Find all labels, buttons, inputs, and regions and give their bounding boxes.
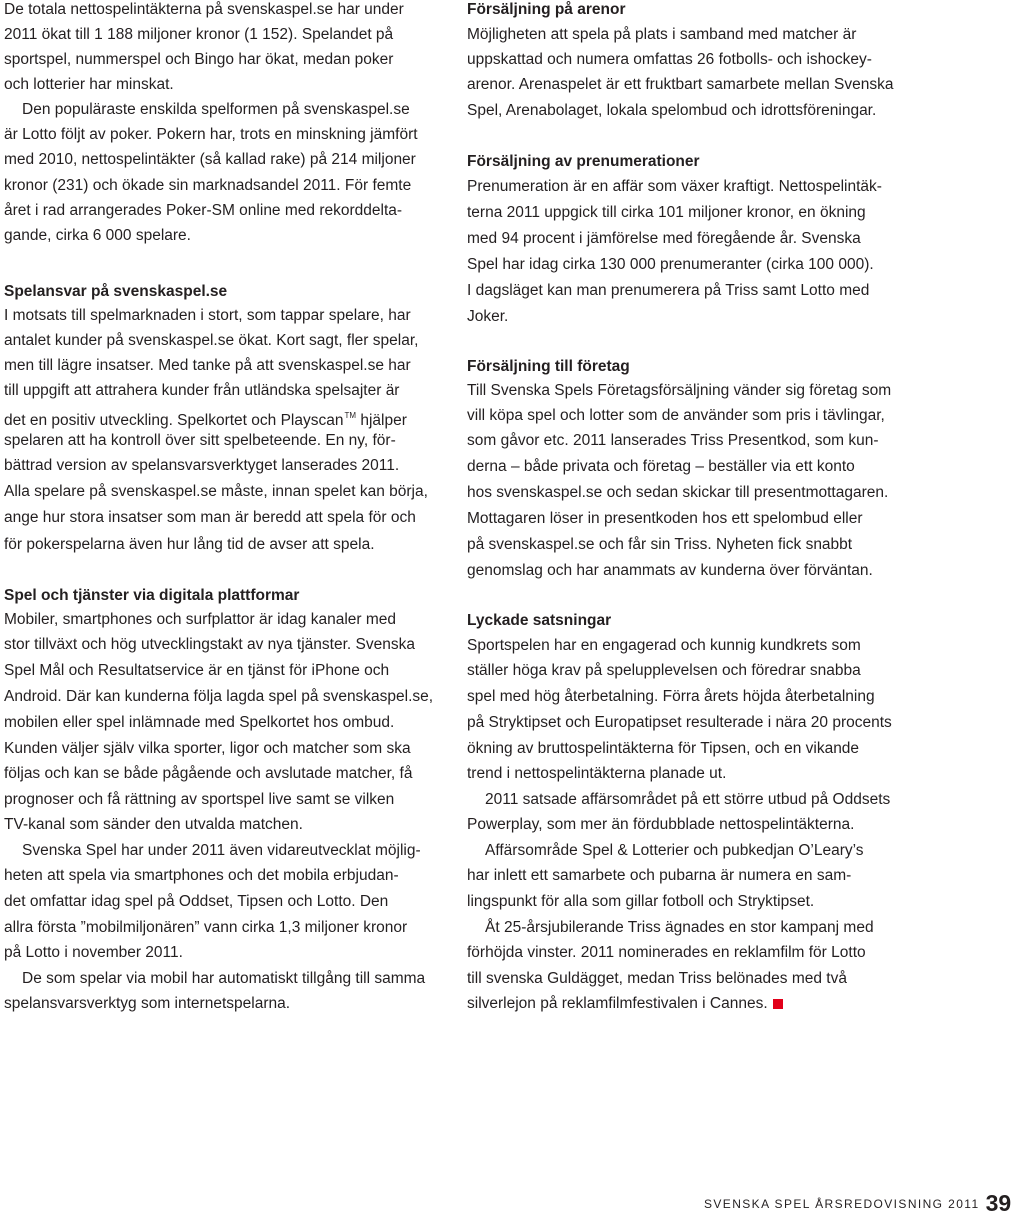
body-line: men till lägre insatser. Med tanke på att svenskaspel.se har xyxy=(4,357,411,374)
body-line-playscan xyxy=(4,406,407,429)
body-text: hjälper xyxy=(356,412,407,429)
body-line: på Stryktipset och Europatipset resulterade i nära 20 procents xyxy=(467,714,892,731)
body-line: Joker. xyxy=(467,308,509,325)
body-line: TV-kanal som sänder den utvalda matchen. xyxy=(4,816,303,833)
body-line: I dagsläget kan man prenumerera på Triss samt Lotto med xyxy=(467,282,870,299)
body-text: det en positiv utveckling. Spelkortet och Playscan xyxy=(4,412,344,429)
body-line: heten att spela via smartphones och det mobila erbjudan- xyxy=(4,867,399,884)
body-text: silverlejon på reklamfilmfestivalen i Cannes. xyxy=(467,995,768,1012)
body-line: derna – både privata och företag – beställer via ett konto xyxy=(467,458,855,475)
body-line: I motsats till spelmarknaden i stort, som tappar spelare, har xyxy=(4,307,411,324)
body-line: året i rad arrangerades Poker-SM online med rekorddelta- xyxy=(4,202,403,219)
body-line: De totala nettospelintäkterna på svenskaspel.se har under xyxy=(4,1,404,18)
body-line: prognoser och få rättning av sportspel live samt se vilken xyxy=(4,791,395,808)
body-line: allra första ”mobilmiljonären” vann cirka 1,3 miljoner kronor xyxy=(4,919,408,936)
body-line: har inlett ett samarbete och pubarna är numera en sam- xyxy=(467,867,852,884)
section-heading-foretag: Försäljning till företag xyxy=(467,358,630,375)
section-heading-arenor: Försäljning på arenor xyxy=(467,1,626,18)
body-line: Kunden väljer själv vilka sporter, ligor och matcher som ska xyxy=(4,740,411,757)
body-line: uppskattad och numera omfattas 26 fotbolls- och ishockey- xyxy=(467,51,872,68)
body-line: Spel har idag cirka 130 000 prenumeranter (cirka 100 000). xyxy=(467,256,874,273)
body-line: på Lotto i november 2011. xyxy=(4,944,183,961)
body-line: Sportspelen har en engagerad och kunnig kundkrets som xyxy=(467,637,861,654)
body-line: stor tillväxt och hög utvecklingstakt av nya tjänster. Svenska xyxy=(4,636,415,653)
body-line: Mottagaren löser in presentkoden hos ett spelombud eller xyxy=(467,510,863,527)
body-line: förhöjda vinster. 2011 nominerades en reklamfilm för Lotto xyxy=(467,944,866,961)
body-line: trend i nettospelintäkterna planade ut. xyxy=(467,765,727,782)
body-line: bättrad version av spelansvarsverktyget lanserades 2011. xyxy=(4,457,400,474)
body-line: Den populäraste enskilda spelformen på svenskaspel.se xyxy=(22,101,410,118)
body-line: Svenska Spel har under 2011 även vidareutvecklat möjlig- xyxy=(22,842,421,859)
body-line: som gåvor etc. 2011 lanserades Triss Presentkod, som kun- xyxy=(467,432,879,449)
body-line: Affärsområde Spel & Lotterier och pubkedjan O’Leary’s xyxy=(485,842,864,859)
section-heading-prenumeration: Försäljning av prenumerationer xyxy=(467,153,700,170)
body-line: Åt 25-årsjubilerande Triss ägnades en stor kampanj med xyxy=(485,919,874,936)
body-line: lingspunkt för alla som gillar fotboll och Stryktipset. xyxy=(467,893,815,910)
body-line: hos svenskaspel.se och sedan skickar till presentmottagaren. xyxy=(467,484,889,501)
body-line: ökning av bruttospelintäkterna för Tipsen, och en vikande xyxy=(467,740,860,757)
body-line: Android. Där kan kunderna följa lagda spel på svenskaspel.se, xyxy=(4,688,434,705)
body-line: till svenska Guldägget, medan Triss belönades med två xyxy=(467,970,847,987)
body-line: Möjligheten att spela på plats i samband med matcher är xyxy=(467,26,857,43)
body-line: Mobiler, smartphones och surfplattor är idag kanaler med xyxy=(4,611,397,628)
body-line: mobilen eller spel inlämnade med Spelkortet hos ombud. xyxy=(4,714,395,731)
body-line: arenor. Arenaspelet är ett fruktbart samarbete mellan Svenska xyxy=(467,76,894,93)
report-title: SVENSKA SPEL ÅRSREDOVISNING 2011 xyxy=(704,1197,980,1211)
page-number: 39 xyxy=(985,1190,1011,1216)
section-heading-lyckade: Lyckade satsningar xyxy=(467,612,612,629)
body-line: antalet kunder på svenskaspel.se ökat. Kort sagt, fler spelar, xyxy=(4,332,419,349)
end-of-article-icon xyxy=(773,999,783,1009)
body-line: 2011 satsade affärsområdet på ett större utbud på Oddsets xyxy=(485,791,891,808)
body-line: ange hur stora insatser som man är beredd att spela för och xyxy=(4,509,416,526)
section-heading-spelansvar: Spelansvar på svenskaspel.se xyxy=(4,283,228,300)
body-line: till uppgift att attrahera kunder från utländska spelsajter är xyxy=(4,382,400,399)
body-line: Alla spelare på svenskaspel.se måste, innan spelet kan börja, xyxy=(4,483,428,500)
body-line: De som spelar via mobil har automatiskt tillgång till samma xyxy=(22,970,426,987)
body-line: Spel Mål och Resultatservice är en tjänst för iPhone och xyxy=(4,662,390,679)
body-line: genomslag och har anammats av kunderna över förväntan. xyxy=(467,562,873,579)
section-heading-digital: Spel och tjänster via digitala plattformar xyxy=(4,587,300,604)
body-line: med 2010, nettospelintäkter (så kallad rake) på 214 miljoner xyxy=(4,151,416,168)
body-line: för pokerspelarna även hur lång tid de avser att spela. xyxy=(4,536,375,553)
body-line: på svenskaspel.se och får sin Triss. Nyheten fick snabbt xyxy=(467,536,853,553)
body-line: vill köpa spel och lotter som de använder som pris i tävlingar, xyxy=(467,407,885,424)
body-line: ställer höga krav på spelupplevelsen och föredrar snabba xyxy=(467,662,861,679)
body-line: sportspel, nummerspel och Bingo har ökat, medan poker xyxy=(4,51,394,68)
body-line: det omfattar idag spel på Oddset, Tipsen och Lotto. Den xyxy=(4,893,389,910)
body-line: följas och kan se både pågående och avslutade matcher, få xyxy=(4,765,413,782)
body-line: terna 2011 uppgick till cirka 101 miljoner kronor, en ökning xyxy=(467,204,866,221)
body-line: Prenumeration är en affär som växer kraftigt. Nettospelintäk- xyxy=(467,178,882,195)
trademark-sup: TM xyxy=(344,411,357,420)
body-line: Powerplay, som mer än fördubblade nettospelintäkterna. xyxy=(467,816,855,833)
body-line: Spel, Arenabolaget, lokala spelombud och idrottsföreningar. xyxy=(467,102,877,119)
body-line: med 94 procent i jämförelse med föregående år. Svenska xyxy=(467,230,861,247)
page-footer xyxy=(704,1190,1011,1217)
body-line: gande, cirka 6 000 spelare. xyxy=(4,227,191,244)
body-line: och lotterier har minskat. xyxy=(4,76,174,93)
body-line: spel med hög återbetalning. Förra årets höjda återbetalning xyxy=(467,688,875,705)
body-line: spelaren att ha kontroll över sitt spelbeteende. En ny, för- xyxy=(4,432,396,449)
body-line: är Lotto följt av poker. Pokern har, trots en minskning jämfört xyxy=(4,126,418,143)
body-line: Till Svenska Spels Företagsförsäljning vänder sig företag som xyxy=(467,382,892,399)
body-line-final xyxy=(467,994,783,1014)
body-line: kronor (231) och ökade sin marknadsandel 2011. För femte xyxy=(4,177,412,194)
body-line: 2011 ökat till 1 188 miljoner kronor (1 152). Spelandet på xyxy=(4,26,394,43)
body-line: spelansvarsverktyg som internetspelarna. xyxy=(4,995,291,1012)
